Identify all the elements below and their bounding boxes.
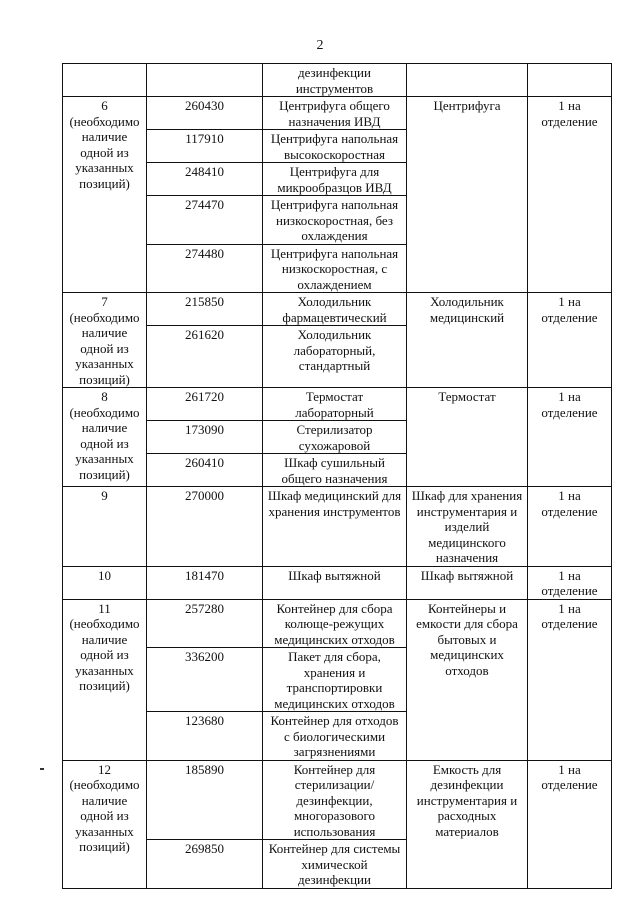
item-name-cell: Контейнер для стерилизации/ дезинфекции, многоразового использования <box>263 760 407 840</box>
position-number-cell: 9 <box>63 487 147 567</box>
page-number: 2 <box>316 38 324 53</box>
quantity-cell: 1 на отделение <box>528 97 612 293</box>
scan-mark <box>40 768 44 770</box>
item-code-cell: 274480 <box>147 244 263 293</box>
item-code-cell: 336200 <box>147 648 263 712</box>
quantity-cell: 1 на отделение <box>528 293 612 388</box>
equipment-type-cell: Шкаф вытяжной <box>407 566 528 599</box>
item-name-cell: Шкаф вытяжной <box>263 566 407 599</box>
table-row <box>63 599 612 648</box>
item-name-cell: Центрифуга напольная высокоскоростная <box>263 130 407 163</box>
position-number-cell: 7 (необходимо наличие одной из указанных позиций) <box>63 293 147 388</box>
item-name-cell: Шкаф медицинский для хранения инструментов <box>263 487 407 567</box>
table-row <box>63 388 612 421</box>
item-code-cell: 181470 <box>147 566 263 599</box>
item-code-cell <box>147 64 263 97</box>
quantity-cell: 1 на отделение <box>528 566 612 599</box>
position-number-cell: 11 (необходимо наличие одной из указанных позиций) <box>63 599 147 760</box>
position-number-cell: 8 (необходимо наличие одной из указанных позиций) <box>63 388 147 487</box>
item-name-cell: Контейнер для системы химической дезинфекции <box>263 840 407 889</box>
equipment-type-cell: Емкость для дезинфекции инструментария и расходных материалов <box>407 760 528 888</box>
item-name-cell: Стерилизатор сухожаровой <box>263 421 407 454</box>
item-name-cell: дезинфекции инструментов <box>263 64 407 97</box>
item-name-cell: Холодильник фармацевтический <box>263 293 407 326</box>
item-code-cell: 260410 <box>147 454 263 487</box>
equipment-type-cell: Термостат <box>407 388 528 487</box>
item-name-cell: Шкаф сушильный общего назначения <box>263 454 407 487</box>
equipment-type-cell <box>407 64 528 97</box>
table-row <box>63 97 612 130</box>
item-code-cell: 185890 <box>147 760 263 840</box>
table-row <box>63 293 612 326</box>
table-row <box>63 64 612 97</box>
table-row <box>63 760 612 840</box>
position-number-cell <box>63 64 147 97</box>
item-code-cell: 261720 <box>147 388 263 421</box>
position-number-cell: 10 <box>63 566 147 599</box>
item-code-cell: 270000 <box>147 487 263 567</box>
quantity-cell: 1 на отделение <box>528 487 612 567</box>
item-code-cell: 248410 <box>147 163 263 196</box>
position-number-cell: 6 (необходимо наличие одной из указанных позиций) <box>63 97 147 293</box>
equipment-type-cell: Контейнеры и емкости для сбора бытовых и медицинских отходов <box>407 599 528 760</box>
equipment-type-cell: Шкаф для хранения инструментария и изделий медицинского назначения <box>407 487 528 567</box>
table-row <box>63 487 612 567</box>
item-code-cell: 269850 <box>147 840 263 889</box>
item-name-cell: Контейнер для отходов с биологическими загрязнениями <box>263 712 407 761</box>
quantity-cell: 1 на отделение <box>528 388 612 487</box>
item-name-cell: Центрифуга напольная низкоскоростная, без охлаждения <box>263 196 407 245</box>
item-code-cell: 215850 <box>147 293 263 326</box>
item-name-cell: Контейнер для сбора колюще-режущих медицинских отходов <box>263 599 407 648</box>
item-code-cell: 260430 <box>147 97 263 130</box>
item-code-cell: 274470 <box>147 196 263 245</box>
position-number-cell: 12 (необходимо наличие одной из указанных позиций) <box>63 760 147 888</box>
equipment-table <box>62 63 612 889</box>
item-name-cell: Пакет для сбора, хранения и транспортировки медицинских отходов <box>263 648 407 712</box>
item-name-cell: Центрифуга для микрообразцов ИВД <box>263 163 407 196</box>
item-name-cell: Холодильник лабораторный, стандартный <box>263 326 407 388</box>
quantity-cell: 1 на отделение <box>528 760 612 888</box>
quantity-cell: 1 на отделение <box>528 599 612 760</box>
item-code-cell: 123680 <box>147 712 263 761</box>
table-row <box>63 566 612 599</box>
equipment-table-body <box>63 64 612 889</box>
item-code-cell: 257280 <box>147 599 263 648</box>
equipment-type-cell: Холодильник медицинский <box>407 293 528 388</box>
equipment-type-cell: Центрифуга <box>407 97 528 293</box>
item-name-cell: Термостат лабораторный <box>263 388 407 421</box>
item-code-cell: 261620 <box>147 326 263 388</box>
quantity-cell <box>528 64 612 97</box>
item-name-cell: Центрифуга общего назначения ИВД <box>263 97 407 130</box>
item-code-cell: 173090 <box>147 421 263 454</box>
item-code-cell: 117910 <box>147 130 263 163</box>
item-name-cell: Центрифуга напольная низкоскоростная, с охлаждением <box>263 244 407 293</box>
